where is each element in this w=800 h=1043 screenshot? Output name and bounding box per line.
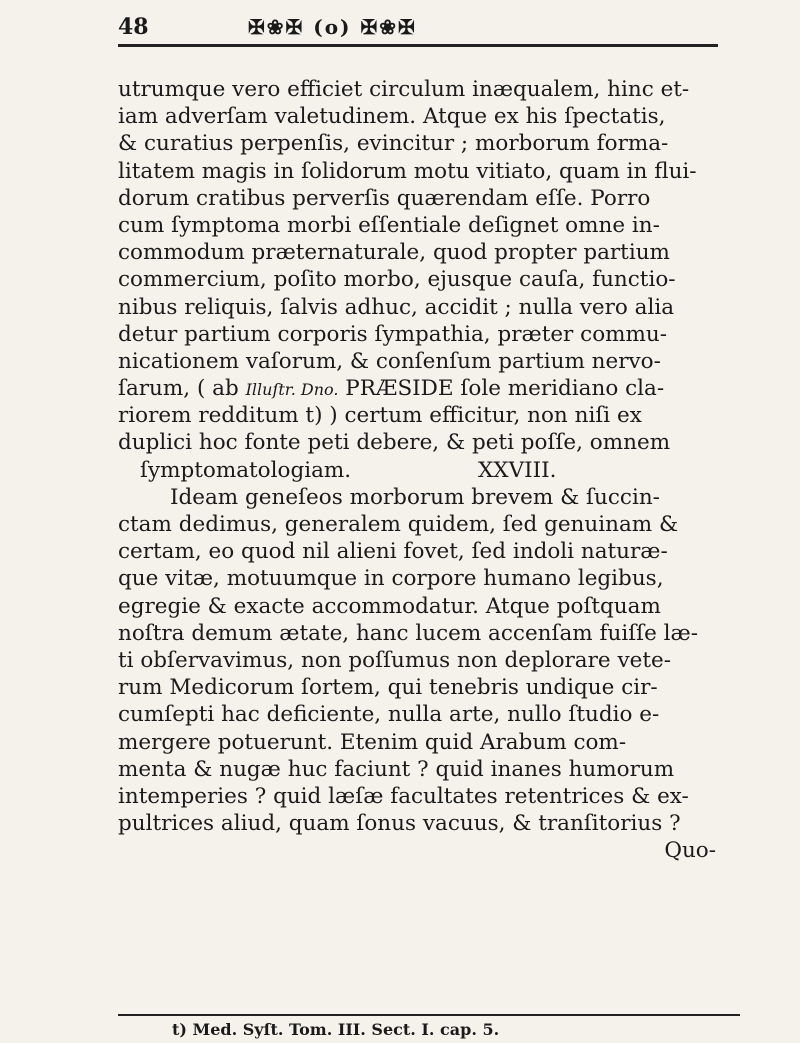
footnote: t) Med. Syſt. Tom. III. Sect. I. cap. 5. (172, 1020, 500, 1039)
text-line: egregie & exacte accommodatur. Atque poſtquam (118, 593, 661, 619)
text-line: intemperies ? quid læſæ facultates retentrices & ex- (118, 783, 689, 809)
catchword-line (118, 837, 738, 864)
text-line: nibus reliquis, ſalvis adhuc, accidit ; nulla vero alia (118, 294, 675, 320)
text-span: PRÆSIDE ſole meridiano cla- (338, 376, 665, 402)
header-rule (118, 44, 718, 47)
text-span: ſymptomatologiam. (140, 457, 352, 483)
body-text (118, 76, 738, 864)
footnote-rule (118, 1014, 740, 1016)
text-line: pultrices aliud, quam ſonus vacuus, & tranſitorius ? (118, 811, 681, 837)
catchword: Quo- (664, 838, 716, 864)
text-line: cum ſymptoma morbi eſſentiale deſignet omne in- (118, 212, 660, 238)
text-line: utrumque vero efficiet circulum inæqualem, hinc et- (118, 77, 690, 102)
text-line: noſtra demum ætate, hanc lucem accenſam fuiſſe læ- (118, 620, 699, 646)
text-line: rum Medicorum ſortem, qui tenebris undique cir- (118, 675, 658, 701)
text-line: dorum cratibus perverſis quærendam eſſe. Porro (118, 185, 651, 211)
text-line: & curatius perpenſis, evincitur ; morborum forma- (118, 131, 669, 157)
text-line: commodum præternaturale, quod propter partium (118, 240, 670, 266)
text-line: nicationem vaſorum, & conſenſum partium nervo- (118, 348, 661, 374)
text-line (118, 457, 738, 484)
text-line: litatem magis in ſolidorum motu vitiato, quam in flui- (118, 158, 697, 184)
text-line: menta & nugæ huc faciunt ? quid inanes humorum (118, 756, 675, 782)
text-line: duplici hoc fonte peti debere, & peti poſſe, omnem (118, 430, 671, 456)
text-line: ti obſervavimus, non poſſumus non deplorare vete- (118, 647, 671, 673)
text-line: commercium, poſito morbo, ejusque cauſa, functio- (118, 267, 676, 293)
page-number: 48 (118, 14, 149, 40)
text-line: riorem redditum t) ) certum efficitur, non niſi ex (118, 403, 642, 429)
text-line: iam adverſam valetudinem. Atque ex his ſpectatis, (118, 104, 666, 130)
section-number: XXVIII. (477, 457, 557, 483)
italic-abbreviation: Illuſtr. Dno. (245, 380, 339, 400)
text-line: Ideam geneſeos morborum brevem & ſuccin- (170, 484, 660, 510)
running-header (118, 12, 718, 52)
text-span: ſarum, ( ab (118, 376, 246, 402)
text-line: que vitæ, motuumque in corpore humano legibus, (118, 566, 664, 592)
text-line (118, 375, 738, 402)
text-line: mergere potuerunt. Etenim quid Arabum com- (118, 729, 627, 755)
header-ornament: ✠❀✠ (o) ✠❀✠ (248, 15, 417, 39)
text-line: ctam dedimus, generalem quidem, ſed genuinam & (118, 512, 679, 537)
text-line: cumſepti hac deficiente, nulla arte, nullo ſtudio e- (118, 702, 660, 728)
text-line: detur partium corporis ſympathia, præter commu- (118, 321, 668, 347)
text-line: certam, eo quod nil alieni fovet, ſed indoli naturæ- (118, 539, 668, 565)
